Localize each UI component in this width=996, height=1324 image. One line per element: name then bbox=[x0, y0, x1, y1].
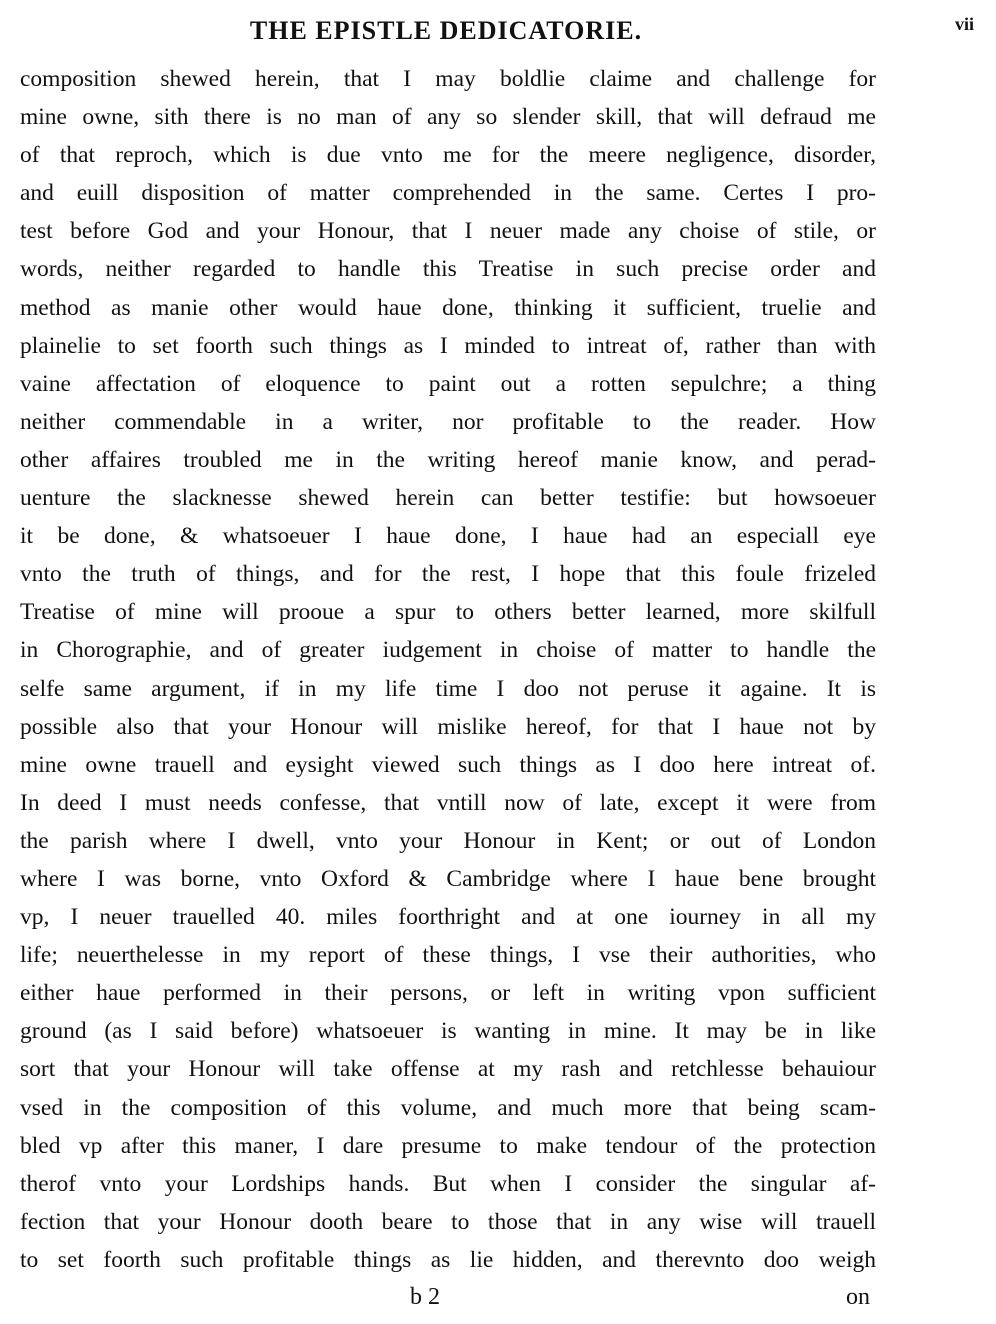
text-line: Treatise of mine will prooue a spur to others better learned, more skilfull bbox=[20, 599, 876, 626]
text-line: test before God and your Honour, that I neuer made any choise of stile, or bbox=[20, 218, 876, 245]
text-line: where I was borne, vnto Oxford & Cambridge where I haue bene brought bbox=[20, 865, 876, 892]
text-line: neither commendable in a writer, nor profitable to the reader. How bbox=[20, 408, 876, 435]
text-line: vp, I neuer trauelled 40. miles foorthright and at one iourney in all my bbox=[20, 904, 876, 931]
text-line: it be done, & whatsoeuer I haue done, I haue had an especiall eye bbox=[20, 523, 876, 550]
text-line: in Chorographie, and of greater iudgement in choise of matter to handle the bbox=[20, 637, 876, 664]
text-line: life; neuerthelesse in my report of these things, I vse their authorities, who bbox=[20, 942, 876, 969]
text-line: fection that your Honour dooth beare to those that in any wise will trauell bbox=[20, 1208, 876, 1235]
text-line: other affaires troubled me in the writing hereof manie know, and perad- bbox=[20, 446, 876, 473]
text-line: vsed in the composition of this volume, and much more that being scam- bbox=[20, 1094, 876, 1121]
page-number: vii bbox=[954, 14, 974, 34]
text-line: of that reproch, which is due vnto me for the meere negligence, disorder, bbox=[20, 142, 876, 169]
text-line: the parish where I dwell, vnto your Honour in Kent; or out of London bbox=[20, 827, 876, 854]
text-line: mine owne, sith there is no man of any so slender skill, that will defraud me bbox=[20, 104, 876, 131]
running-head-title: THE EPISTLE DEDICATORIE. bbox=[249, 16, 643, 45]
text-line: sort that your Honour will take offense at my rash and retchlesse behauiour bbox=[20, 1056, 876, 1083]
text-line: mine owne trauell and eysight viewed such things as I doo here intreat of. bbox=[20, 751, 876, 778]
text-line: vaine affectation of eloquence to paint out a rotten sepulchre; a thing bbox=[20, 370, 876, 397]
text-line: plainelie to set foorth such things as I minded to intreat of, rather than with bbox=[20, 332, 876, 359]
text-line: uenture the slacknesse shewed herein can better testifie: but howsoeuer bbox=[20, 485, 876, 512]
text-line: ground (as I said before) whatsoeuer is wanting in mine. It may be in like bbox=[20, 1018, 876, 1045]
text-line: either haue performed in their persons, or left in writing vpon sufficient bbox=[20, 980, 876, 1007]
signature-mark: b 2 bbox=[410, 1284, 440, 1310]
body-text bbox=[20, 60, 876, 1279]
text-line: method as manie other would haue done, thinking it sufficient, truelie and bbox=[20, 294, 876, 321]
text-line: and euill disposition of matter comprehended in the same. Certes I pro- bbox=[20, 180, 876, 207]
text-line: vnto the truth of things, and for the rest, I hope that this foule frizeled bbox=[20, 561, 876, 588]
text-line: composition shewed herein, that I may boldlie claime and challenge for bbox=[20, 66, 876, 92]
catchword: on bbox=[846, 1284, 870, 1310]
text-line: words, neither regarded to handle this Treatise in such precise order and bbox=[20, 256, 876, 283]
text-line: therof vnto your Lordships hands. But when I consider the singular af- bbox=[20, 1170, 876, 1197]
text-line: selfe same argument, if in my life time I doo not peruse it againe. It is bbox=[20, 675, 876, 702]
text-line: bled vp after this maner, I dare presume to make tendour of the protection bbox=[20, 1132, 876, 1159]
text-line: to set foorth such profitable things as lie hidden, and therevnto doo weigh bbox=[20, 1246, 876, 1273]
text-line: In deed I must needs confesse, that vntill now of late, except it were from bbox=[20, 789, 876, 816]
text-line: possible also that your Honour will mislike hereof, for that I haue not by bbox=[20, 713, 876, 740]
